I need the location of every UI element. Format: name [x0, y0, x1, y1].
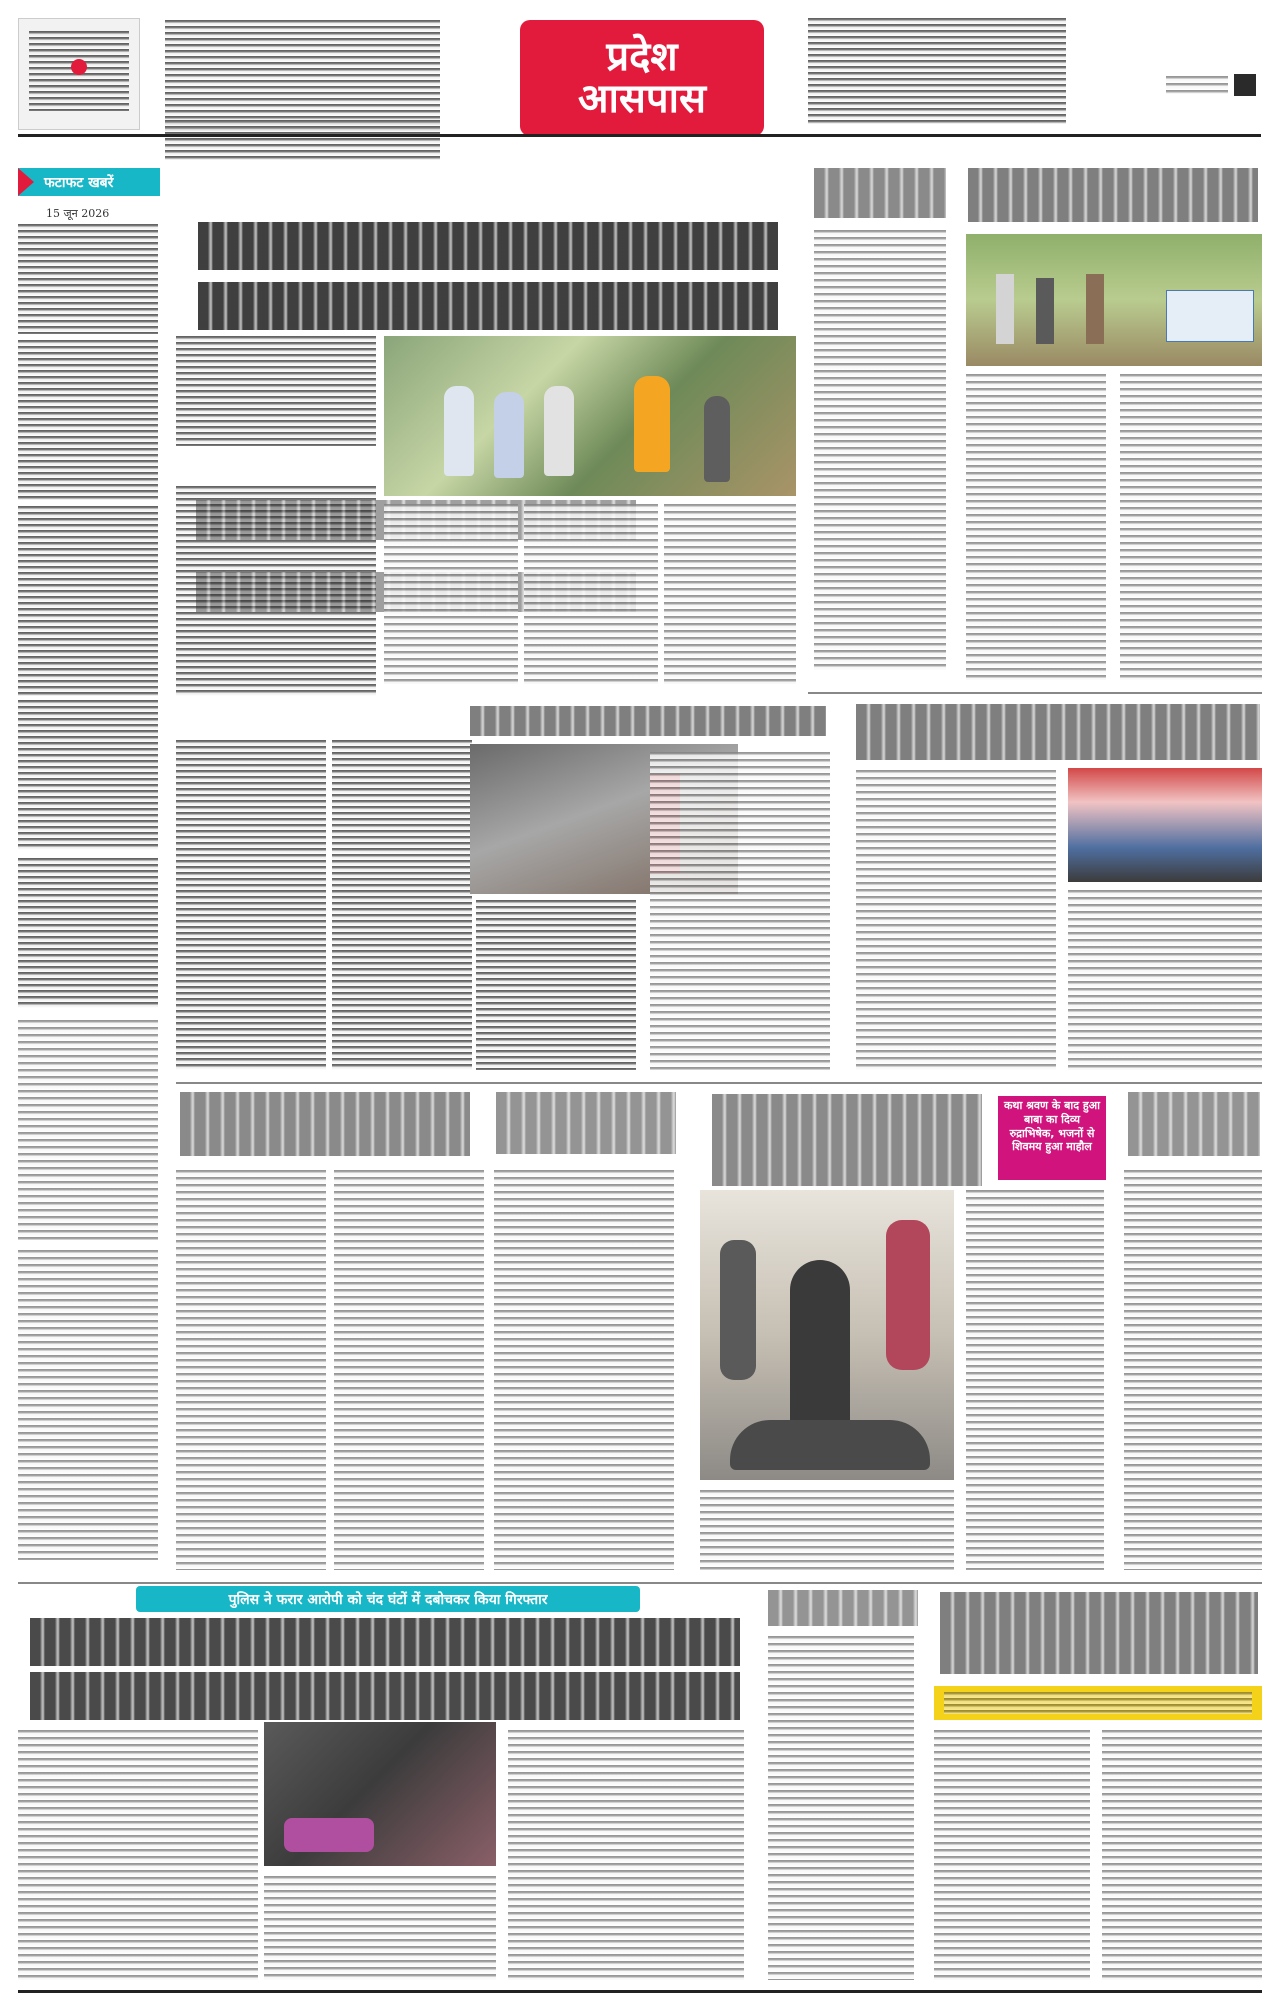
- katha-box-text: कथा श्रवण के बाद हुआ बाबा का दिव्य रुद्राभिषेक, भजनों से शिवमय हुआ माहौल: [1003, 1099, 1100, 1154]
- story2-col2: [332, 740, 472, 1070]
- bottom-right-headline: [940, 1592, 1258, 1674]
- briefs-date: 15 जून 2026: [46, 207, 110, 220]
- far-right-col: [1124, 1170, 1262, 1570]
- police-headline-1: [30, 1618, 740, 1666]
- lower-divider: [18, 1582, 1262, 1584]
- police-strip: [136, 1586, 640, 1612]
- masthead-logo-icon: [71, 59, 87, 75]
- top-brief-text-2: [165, 120, 440, 160]
- lead-body-col3: [524, 504, 658, 684]
- lead-headline-1: [198, 222, 778, 270]
- lead-body-col2: [384, 504, 518, 684]
- police-strip-text: पुलिस ने फरार आरोपी को चंद घंटों में दबोचकर किया गिरफ्तार: [228, 1591, 548, 1608]
- brief-5: [18, 858, 158, 1008]
- police-col2: [264, 1876, 496, 1980]
- brief-7: [18, 1250, 158, 1560]
- right-col-headline: [814, 168, 946, 218]
- masthead-logo: [18, 18, 140, 130]
- right-mid-photo: [1068, 768, 1262, 882]
- section-header-badge: [520, 20, 764, 136]
- briefs-arrow-icon: [18, 168, 34, 196]
- brief-3: [18, 506, 158, 696]
- brief-1: [18, 224, 158, 334]
- story2-col4: [650, 752, 830, 1070]
- story2-col3: [476, 900, 636, 1070]
- mid-divider: [176, 1082, 1262, 1084]
- katha-side-col: [966, 1190, 1104, 1570]
- lead-body-col4: [664, 504, 796, 684]
- right-divider-1: [808, 692, 1262, 694]
- briefs-label: [18, 168, 160, 196]
- police-headline-2: [30, 1672, 740, 1720]
- mid-center-col: [494, 1170, 674, 1570]
- katha-headline: [712, 1094, 982, 1186]
- right-mid-headline: [856, 704, 1260, 760]
- mid-left-col1: [176, 1170, 326, 1570]
- brief-6: [18, 1020, 158, 1240]
- page-number-icon: [1234, 74, 1256, 96]
- story2-headline: [470, 706, 826, 736]
- mid-left-headline: [180, 1092, 470, 1156]
- bottom-right-col2: [1102, 1730, 1262, 1980]
- mid-center-headline: [496, 1092, 676, 1154]
- section-header-line2: आसपास: [577, 75, 707, 122]
- katha-text-bottom: [700, 1490, 954, 1570]
- right-mid-col2: [1068, 890, 1262, 1070]
- right-top-col1: [966, 374, 1106, 680]
- katha-box: [998, 1096, 1106, 1180]
- lead-intro-text: [176, 336, 376, 446]
- right-mid-col1: [856, 770, 1056, 1070]
- story2-col1: [176, 740, 326, 1070]
- lead-photo: [384, 336, 796, 496]
- lead-headline-2: [198, 282, 778, 330]
- section-header-line1: प्रदेश: [606, 33, 678, 80]
- right-top-photo: [966, 234, 1262, 366]
- right-col-text: [814, 230, 946, 670]
- brief-2: [18, 340, 158, 500]
- bottom-rule: [18, 1990, 1262, 1993]
- mid-left-col2: [334, 1170, 484, 1570]
- page-number-text: [1166, 76, 1228, 94]
- bottom-mid-col: [768, 1636, 914, 1980]
- bottom-right-col1: [934, 1730, 1090, 1980]
- top-divider: [18, 134, 1261, 137]
- right-top-headline: [968, 168, 1258, 222]
- right-top-col2: [1120, 374, 1262, 680]
- police-col1: [18, 1730, 258, 1980]
- bottom-right-highlight-text: [944, 1692, 1252, 1714]
- briefs-label-text: फटाफट खबरें: [44, 174, 114, 191]
- far-right-headline: [1128, 1092, 1260, 1156]
- brief-4: [18, 700, 158, 850]
- police-photo: [264, 1722, 496, 1866]
- top-right-text: [808, 18, 1066, 124]
- katha-photo: [700, 1190, 954, 1480]
- police-col3: [508, 1730, 744, 1980]
- bottom-mid-headline: [768, 1590, 918, 1626]
